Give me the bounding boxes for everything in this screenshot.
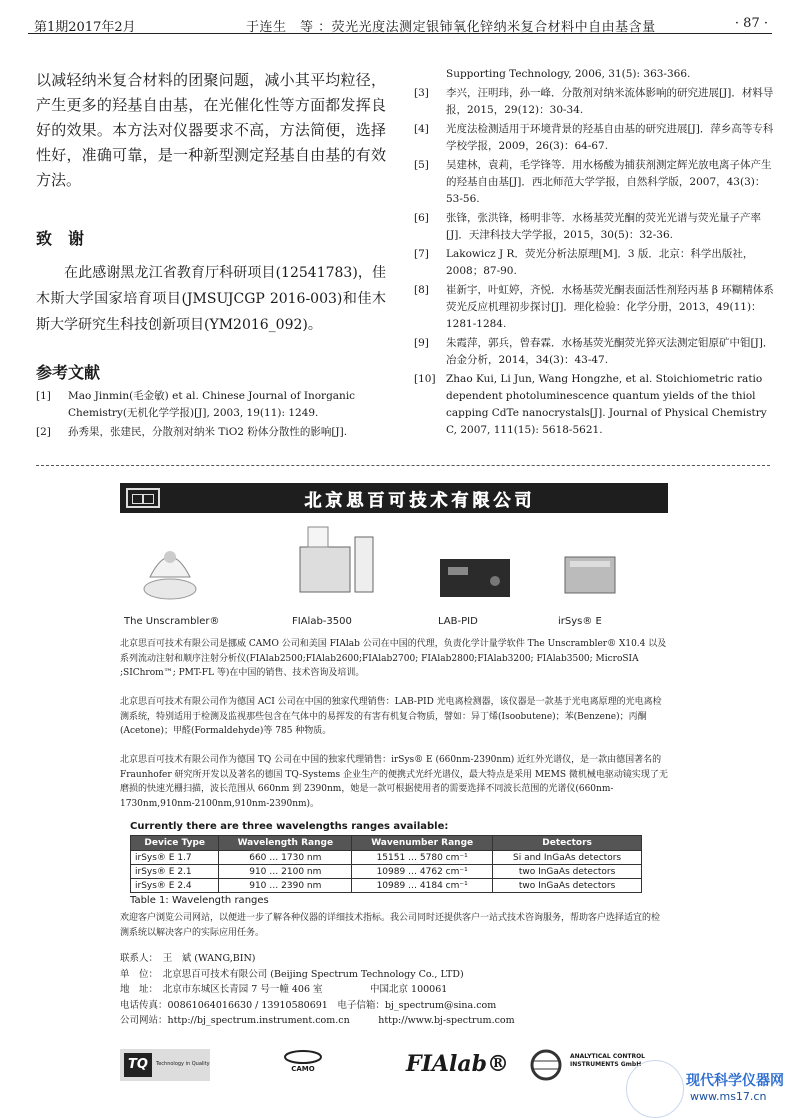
tq-logo: TQ Technology in Quality xyxy=(120,1049,210,1081)
reference-text: Mao Jinmin(毛金敏) et al. Chinese Journal of Inorganic Chemistry(无机化学学报)[J], 2003, 19(11): 1249. xyxy=(68,390,356,419)
table-row xyxy=(131,851,642,865)
reference-number: [5] xyxy=(414,159,429,171)
refs-heading: 参考文献 xyxy=(36,363,101,382)
table-caption: Currently there are three wavelengths ranges available: xyxy=(130,821,449,832)
reference-item xyxy=(414,210,774,244)
issue-info: 第1期2017年2月 xyxy=(34,20,136,35)
references-left xyxy=(36,388,386,443)
table-row xyxy=(131,879,642,893)
conclusion-paragraph: 以减轻纳米复合材料的团聚问题，减小其平均粒径，产生更多的羟基自由基，在光催化性等方面都发挥良好的效果。本方法对仪器要求不高，方法简便，选择性好，准确可靠，是一种新型测定羟基自由基的有效方法。 xyxy=(36,71,386,189)
article-running-title: 于连生 等 ：荧光光度法测定银铈氧化锌纳米复合材料中自由基含量 xyxy=(246,20,656,35)
reference-text: Zhao Kui, Li Jun, Wang Hongzhe, et al. Stoichiometric ratio dependent photoluminescence quantum yields of the thiol capping CdTe nanocrystals[J]. Journal of Physical Chemistry C, 2007, 111(15): 5618-5621. xyxy=(446,373,767,436)
fialab-logo: FIAlab® xyxy=(406,1051,509,1077)
aci-logo: ANALYTICAL CONTROL INSTRUMENTS GmbH xyxy=(528,1049,668,1081)
reference-number: [9] xyxy=(414,337,429,349)
reference-number: [7] xyxy=(414,248,429,260)
table-label: Table 1: Wavelength ranges xyxy=(130,895,269,906)
running-header xyxy=(28,8,772,34)
contact-line: 联系人： 王 斌 (WANG,BIN) xyxy=(120,953,256,964)
contact-line: 公司网站：http://bj_spectrum.instrument.com.cn http://www.bj-spectrum.com xyxy=(120,1015,515,1026)
table-cell: 15151 … 5780 cm⁻¹ xyxy=(352,851,493,865)
product-label-fialab: FIAlab-3500 xyxy=(292,616,352,627)
reference-text: 李兴，汪明玮，孙一峰．分散剂对纳米流体影响的研究进展[J]．材料导报，2015，29(12)：30-34. xyxy=(446,87,774,116)
reference-number: [10] xyxy=(414,373,436,385)
reference-number: [2] xyxy=(36,426,51,438)
ad-company-title: 北京思百可技术有限公司 xyxy=(304,491,536,511)
reference-item xyxy=(414,157,774,208)
ad-paragraph-tq: 北京思百可技术有限公司作为德国 TQ 公司在中国的独家代理销售：irSys® E (660nm-2390nm) 近红外光谱仪，是一款由德国著名的 Fraunhofer 研究所开发以及著名的德国 TQ-Systems 企业生产的便携式光纤光谱仪，最大特点是采用 MEMS 微机械电驱动镜实现了无磨损的快速光栅扫描，波长范围从 660nm 到 2390nm，她是一款可根据使用者的需要选择不同波长范围的光谱仪(660nm-1730nm,910nm-2100nm,910nm-2390nm)。 xyxy=(120,755,668,809)
ad-banner xyxy=(120,483,668,513)
contact-line: 单 位： 北京思百可技术有限公司 (Beijing Spectrum Technology Co., LTD) xyxy=(120,968,464,980)
reference-text: 光度法检测适用于环境背景的羟基自由基的研究进展[J]．萍乡高等专科学校学报，2009，26(3)：64-67. xyxy=(446,123,774,152)
reference-item xyxy=(414,121,774,155)
ad-paragraph-welcome: 欢迎客户浏览公司网站，以便进一步了解各种仪器的详细技术指标。我公司同时还提供客户一站式技术咨询服务，帮助客户选择适宜的检测系统以解决客户的实际应用任务。 xyxy=(120,913,661,938)
table-cell: two InGaAs detectors xyxy=(493,879,642,893)
reference-text: 崔新宇，叶虹婷，齐悦．水杨基荧光酮表面活性剂羟丙基 β 环糊精体系荧光反应机理初步探讨[J]．理化检验：化学分册，2013，49(11)：1281-1284. xyxy=(446,284,774,330)
table-cell: two InGaAs detectors xyxy=(493,865,642,879)
reference-text: Supporting Technology, 2006, 31(5): 363-366. xyxy=(446,68,691,80)
table-cell: 10989 … 4762 cm⁻¹ xyxy=(352,865,493,879)
reference-item xyxy=(414,66,774,83)
watermark-circle-icon xyxy=(626,1060,684,1118)
references-right xyxy=(414,66,774,441)
table-cell: 660 … 1730 nm xyxy=(219,851,352,865)
ack-heading: 致 谢 xyxy=(36,229,85,248)
table-cell: irSys® E 1.7 xyxy=(131,851,219,865)
reference-item xyxy=(414,246,774,280)
lab-pid-image xyxy=(440,559,510,597)
irsys-image xyxy=(565,557,615,593)
table-cell: 10989 … 4184 cm⁻¹ xyxy=(352,879,493,893)
reference-item xyxy=(414,335,774,369)
fialab-image xyxy=(300,527,373,592)
ack-text: 在此感谢黑龙江省教育厅科研项目(12541783)，佳木斯大学国家培育项目(JMSUJCGP 2016-003)和佳木斯大学研究生科技创新项目(YM2016_092)。 xyxy=(36,265,386,333)
table-header-cell: Device Type xyxy=(131,836,219,851)
reference-text: 吴建林，袁莉，毛学锋等．用水杨酸为捕获剂测定辉光放电离子体产生的羟基自由基[J]．西北师范大学学报，自然科学版，2007，43(3)：53-56. xyxy=(446,159,772,205)
advertisement xyxy=(120,483,668,1083)
table-row xyxy=(131,865,642,879)
reference-number: [4] xyxy=(414,123,429,135)
unscrambler-image xyxy=(144,551,196,599)
camo-logo: CAMO xyxy=(268,1049,338,1081)
contact-line: 地 址： 北京市东城区长青园 7 号一幢 406 室 中国北京 100061 xyxy=(120,984,448,995)
reference-text: Lakowicz J R．荧光分析法原理[M]．3 版．北京：科学出版社，2008；87-90. xyxy=(446,248,754,277)
reference-number: [6] xyxy=(414,212,429,224)
page-number: · 87 · xyxy=(734,16,768,31)
ad-paragraph-aci: 北京思百可技术有限公司作为德国 ACI 公司在中国的独家代理销售：LAB-PID 光电离检测器，该仪器是一款基于光电离原理的光电离检测系统，特别适用于检测及监视那些包含在气体中的易挥发的有害有机复合物质，譬如：异丁烯(Isoobutene)；苯(Benzene)；丙酮(Acetone)；甲醛(Formaldehyde)等 785 种物质。 xyxy=(120,697,662,736)
contact-block xyxy=(120,951,515,1029)
reference-item xyxy=(414,282,774,333)
reference-number: [8] xyxy=(414,284,429,296)
table-header-cell: Wavenumber Range xyxy=(352,836,493,851)
table-cell: Si and InGaAs detectors xyxy=(493,851,642,865)
reference-item xyxy=(414,85,774,119)
reference-item xyxy=(414,371,774,439)
reference-item xyxy=(36,388,386,422)
dashed-divider xyxy=(36,465,770,466)
contact-line: 电话传真：00861064016630 / 13910580691 电子信箱：bj_spectrum@sina.com xyxy=(120,999,497,1011)
reference-number: [1] xyxy=(36,390,51,402)
table-cell: 910 … 2100 nm xyxy=(219,865,352,879)
table-cell: 910 … 2390 nm xyxy=(219,879,352,893)
reference-text: 张锋，张洪锋，杨明非等．水杨基荧光酮的荧光光谱与荧光量子产率[J]．天津科技大学学报，2015，30(5)：32-36. xyxy=(446,212,761,241)
logo-strip xyxy=(120,1045,668,1085)
product-label-lab-pid: LAB-PID xyxy=(438,616,478,627)
product-images xyxy=(120,517,668,617)
ad-paragraph-camo: 北京思百可技术有限公司是挪威 CAMO 公司和美国 FIAlab 公司在中国的代理，负责化学计量学软件 The Unscrambler® X10.4 以及系列流动注射和顺序注射分析仪(FIAlab2500;FIAlab2600;FIAlab2700; FIAlab2800;FIAlab3200; FIAlab3500; MicroSIA ;SIChrom™; PMT-FL 等)在中国的销售、技术咨询及培训。 xyxy=(120,639,667,678)
reference-number: [3] xyxy=(414,87,429,99)
reference-item xyxy=(36,424,386,441)
table-cell: irSys® E 2.4 xyxy=(131,879,219,893)
table-header-cell: Detectors xyxy=(493,836,642,851)
wavelength-table xyxy=(130,835,642,893)
header-rule xyxy=(28,33,772,34)
reference-text: 孙秀果，张建民，分散剂对纳米 TiO2 粉体分散性的影响[J]. xyxy=(68,426,348,438)
company-logo-icon xyxy=(126,488,160,508)
table-header-cell: Wavelength Range xyxy=(219,836,352,851)
table-cell: irSys® E 2.1 xyxy=(131,865,219,879)
watermark: 现代科学仪器网 www.ms17.cn xyxy=(686,1070,784,1103)
reference-text: 朱霞萍，郭兵，曾春霖．水杨基荧光酮荧光猝灭法测定钼原矿中钼[J]．冶金分析，2014，34(3)：43-47. xyxy=(446,337,774,366)
product-label-irsys: irSys® E xyxy=(558,616,602,627)
product-label-unscrambler: The Unscrambler® xyxy=(124,616,220,627)
left-column xyxy=(36,68,386,193)
